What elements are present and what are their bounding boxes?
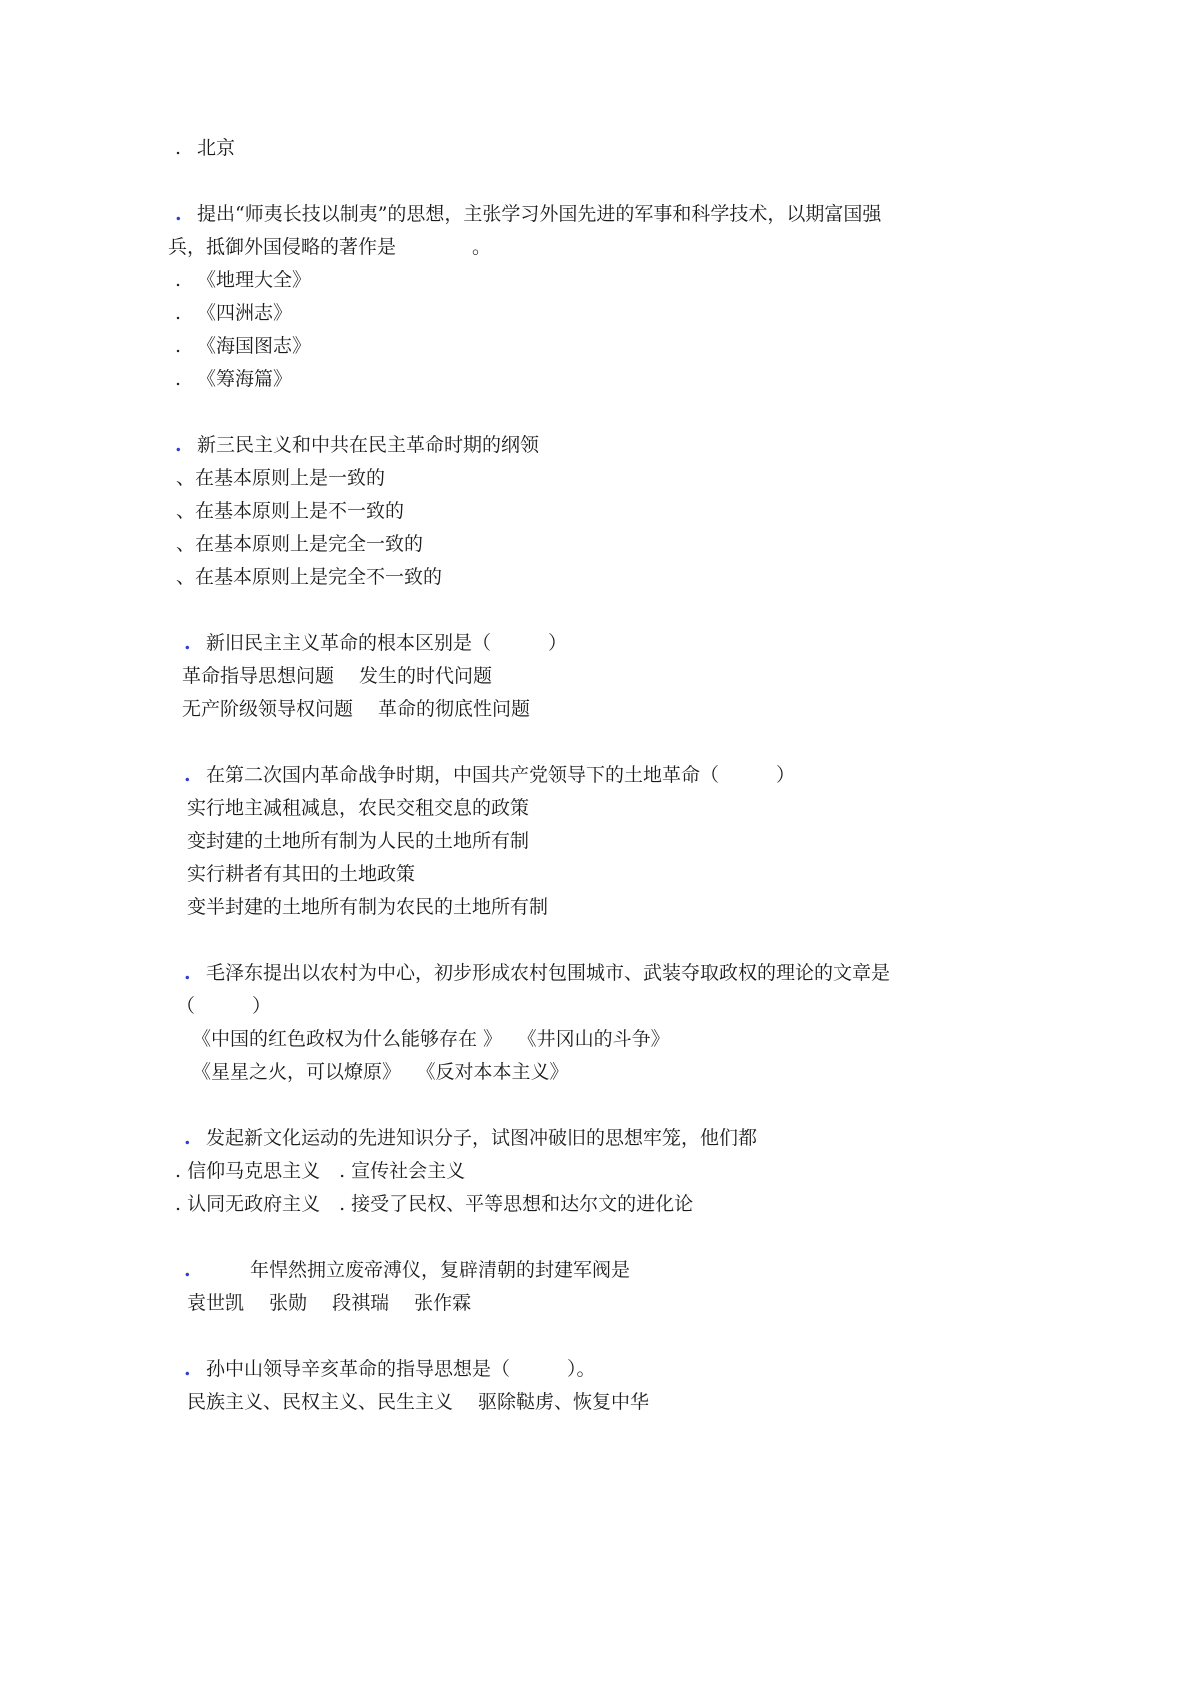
question-text: 孙中山领导辛亥革命的指导思想是（ ）。: [206, 1358, 596, 1380]
option-text: 《地理大全》: [197, 269, 312, 291]
answer-options-row: [175, 1159, 465, 1183]
question-marker: .: [184, 1259, 191, 1281]
option-text: 《海国图志》: [197, 335, 312, 357]
answer-option: [176, 499, 404, 523]
answer-option: [187, 895, 548, 919]
question-stem: [175, 433, 539, 457]
answer-options-row: [187, 1390, 649, 1414]
option-text: 、在基本原则上是完全不一致的: [176, 566, 443, 588]
question-marker: .: [184, 764, 191, 786]
question-text: 兵，抵御外国侵略的著作是 。: [168, 236, 492, 258]
question-stem-continued: [168, 235, 491, 259]
option-text: 、在基本原则上是完全一致的: [176, 533, 424, 555]
question-stem-continued: [176, 994, 271, 1018]
question-text: 毛泽东提出以农村为中心，初步形成农村包围城市、武装夺取政权的理论的文章是: [206, 962, 891, 984]
answer-options-row: [182, 697, 530, 721]
question-text: 在第二次国内革命战争时期，中国共产党领导下的土地革命（ ）: [206, 764, 796, 786]
answer-option: [175, 268, 311, 292]
option-text: 袁世凯 张勋 段祺瑞 张作霖: [187, 1292, 472, 1314]
question-stem: [184, 961, 890, 985]
question-marker: .: [175, 434, 182, 456]
answer-option: [187, 796, 529, 820]
question-stem: [184, 631, 567, 655]
option-text: . 信仰马克思主义 . 宣传社会主义: [175, 1160, 466, 1182]
question-marker: .: [184, 962, 191, 984]
question-text: 年悍然拥立废帝溥仪，复辟清朝的封建军阀是: [206, 1259, 631, 1281]
option-text: 、在基本原则上是一致的: [176, 467, 386, 489]
option-text: 变封建的土地所有制为人民的土地所有制: [187, 830, 530, 852]
answer-options-row: [175, 1192, 693, 1216]
question-stem: [184, 1357, 596, 1381]
answer-options-row: [182, 664, 492, 688]
option-text: 无产阶级领导权问题 革命的彻底性问题: [182, 698, 531, 720]
question-text: 新旧民主主义革命的根本区别是（ ）: [206, 632, 568, 654]
answer-option: [187, 829, 529, 853]
answer-option: [175, 367, 292, 391]
answer-options-row: [187, 1291, 471, 1315]
question-marker: .: [175, 203, 182, 225]
option-text: 《中国的红色政权为什么能够存在 》 《井冈山的斗争》: [192, 1028, 670, 1050]
question-stem: [184, 1126, 757, 1150]
list-marker: .: [175, 302, 182, 324]
option-text: 《筹海篇》: [197, 368, 293, 390]
list-marker: .: [175, 137, 182, 159]
option-text: 北京: [197, 137, 236, 159]
question-stem: [184, 1258, 630, 1282]
option-text: 、在基本原则上是不一致的: [176, 500, 405, 522]
answer-option: [187, 862, 415, 886]
list-marker: .: [175, 368, 182, 390]
list-marker: .: [175, 335, 182, 357]
option-text: . 认同无政府主义 . 接受了民权、平等思想和达尔文的进化论: [175, 1193, 694, 1215]
option-text: 实行耕者有其田的土地政策: [187, 863, 416, 885]
question-marker: .: [184, 1127, 191, 1149]
list-marker: .: [175, 269, 182, 291]
option-text: 变半封建的土地所有制为农民的土地所有制: [187, 896, 549, 918]
option-text: 民族主义、民权主义、民生主义 驱除鞑虏、恢复中华: [187, 1391, 650, 1413]
option-text: 革命指导思想问题 发生的时代问题: [182, 665, 493, 687]
answer-option: [176, 466, 385, 490]
question-marker: .: [184, 632, 191, 654]
option-text: 《星星之火，可以燎原》 《反对本本主义》: [192, 1061, 569, 1083]
answer-option: [176, 565, 442, 589]
question-marker: .: [184, 1358, 191, 1380]
answer-options-row: [192, 1027, 670, 1051]
question-stem: [175, 202, 881, 226]
answer-option: [175, 136, 235, 160]
question-text: 发起新文化运动的先进知识分子，试图冲破旧的思想牢笼，他们都: [206, 1127, 758, 1149]
answer-option: [176, 532, 423, 556]
question-stem: [184, 763, 795, 787]
question-text: （ ）: [176, 995, 272, 1017]
option-text: 实行地主减租减息，农民交租交息的政策: [187, 797, 530, 819]
question-text: 提出“师夷长技以制夷”的思想，主张学习外国先进的军事和科学技术，以期富国强: [197, 203, 882, 225]
answer-option: [175, 301, 292, 325]
answer-option: [175, 334, 311, 358]
option-text: 《四洲志》: [197, 302, 293, 324]
answer-options-row: [192, 1060, 569, 1084]
question-text: 新三民主义和中共在民主革命时期的纲领: [197, 434, 540, 456]
